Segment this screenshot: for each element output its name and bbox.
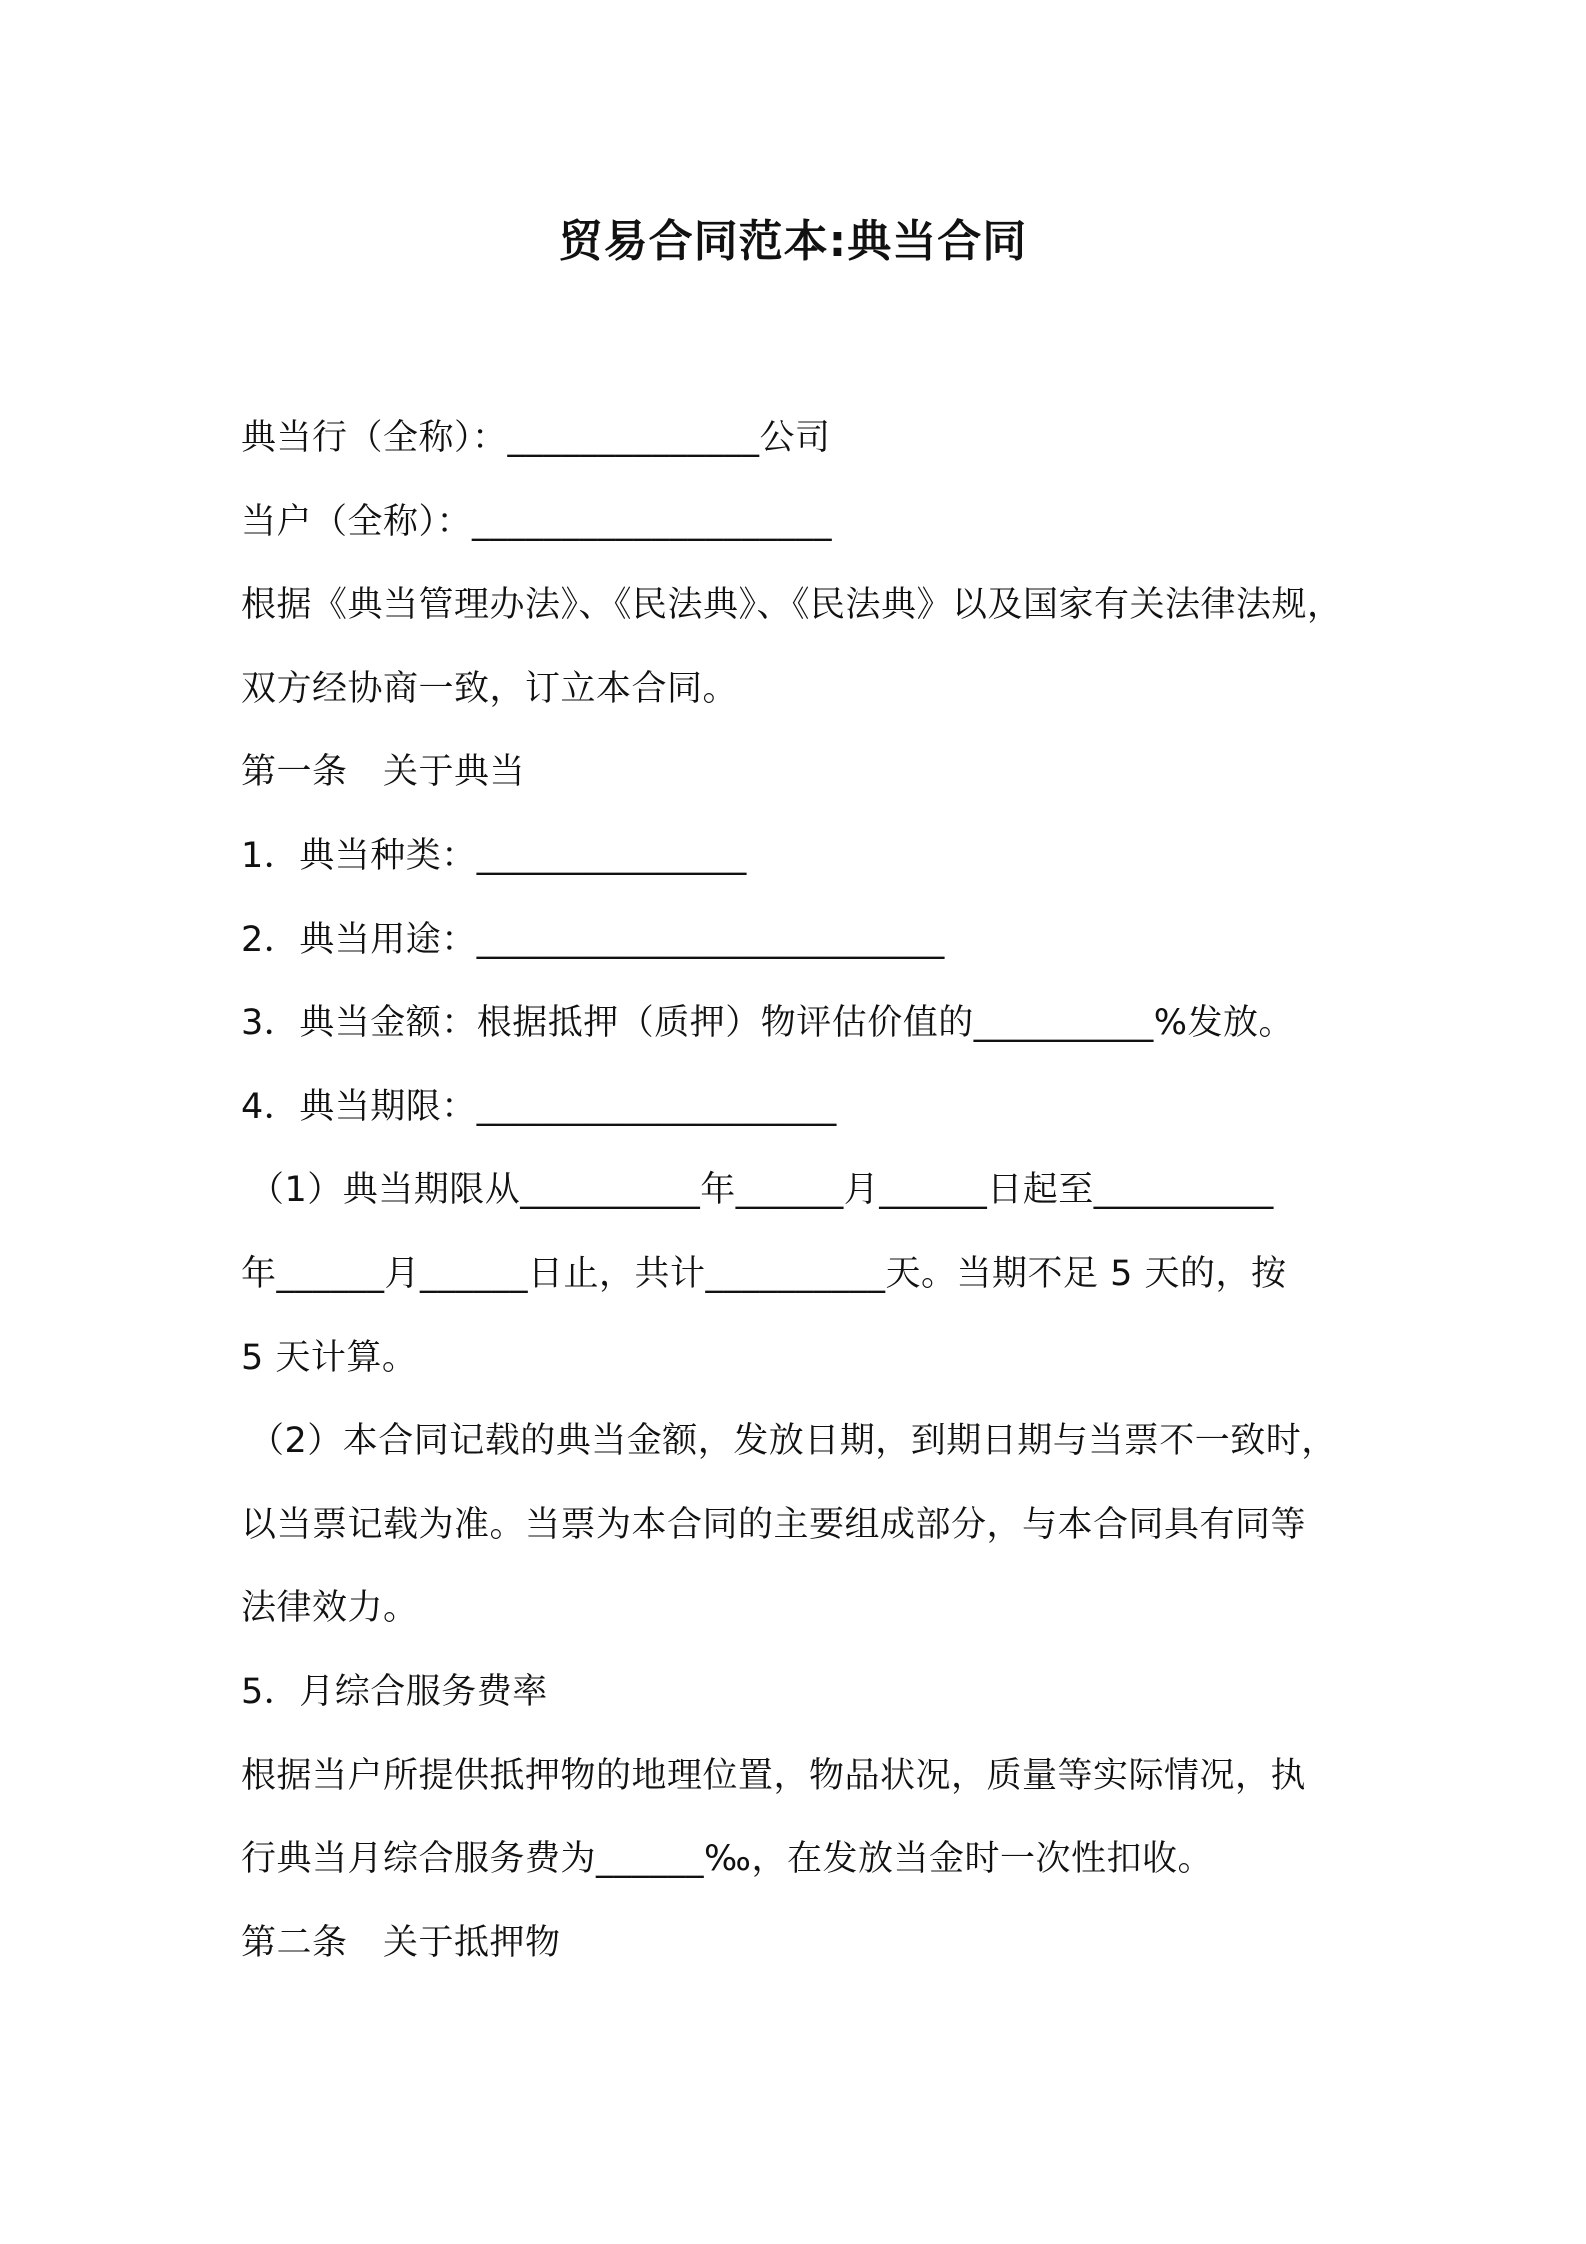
article-1-heading: 第一条 关于典当 <box>241 752 526 792</box>
pawner-name-line: 当户（全称）：____________________ <box>241 502 833 542</box>
service-fee-line-1: 根据当户所提供抵押物的地理位置，物品状况，质量等实际情况，执 <box>241 1756 1307 1796</box>
document-title: 贸易合同范本:典当合同 <box>558 216 1028 267</box>
preamble-line-2: 双方经协商一致，订立本合同。 <box>241 669 739 709</box>
clause-service-fee-heading: 5．月综合服务费率 <box>241 1672 548 1712</box>
term-subclause-2-line-2: 以当票记载为准。当票为本合同的主要组成部分，与本合同具有同等 <box>241 1505 1307 1545</box>
term-subclause-1-line-1: （1）典当期限从__________年______月______日起至__________ <box>249 1170 1274 1210</box>
preamble-line-1: 根据《典当管理办法》、《民法典》、《民法典》以及国家有关法律法规， <box>241 585 1343 625</box>
clause-pawn-term: 4．典当期限：____________________ <box>241 1087 837 1127</box>
pawnshop-name-line: 典当行（全称）：______________公司 <box>241 418 831 458</box>
service-fee-line-2: 行典当月综合服务费为______‰，在发放当金时一次性扣收。 <box>241 1839 1213 1879</box>
term-subclause-2-line-3: 法律效力。 <box>241 1588 419 1628</box>
term-subclause-1-line-2: 年______月______日止，共计__________天。当期不足 5 天的，按 <box>241 1254 1287 1294</box>
clause-pawn-type: 1．典当种类：_______________ <box>241 836 747 876</box>
term-subclause-2-line-1: （2）本合同记载的典当金额，发放日期，到期日期与当票不一致时， <box>249 1421 1337 1461</box>
article-2-heading: 第二条 关于抵押物 <box>241 1923 561 1963</box>
clause-pawn-amount: 3．典当金额：根据抵押（质押）物评估价值的__________%发放。 <box>241 1003 1295 1043</box>
clause-pawn-purpose: 2．典当用途：__________________________ <box>241 920 945 960</box>
term-subclause-1-line-3: 5 天计算。 <box>241 1338 418 1378</box>
